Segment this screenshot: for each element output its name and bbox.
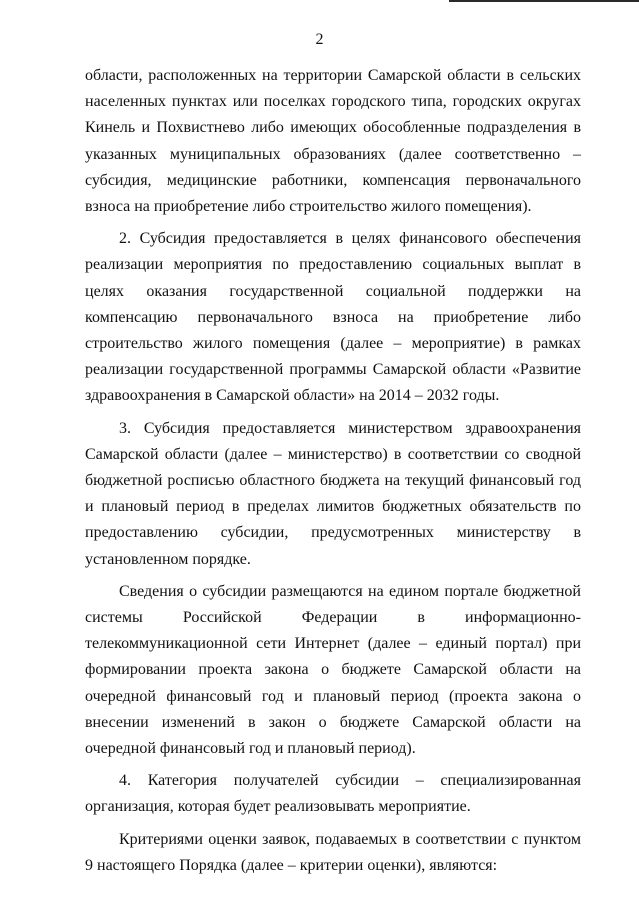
top-edge-line [449, 0, 639, 2]
document-body [85, 63, 581, 879]
paragraph-item-4: 4. Категория получателей субсидии – специализированная организация, которая будет реализовывать мероприятие. [85, 772, 581, 816]
page-number: 2 [315, 31, 324, 48]
paragraph-criteria: Критериями оценки заявок, подаваемых в соответствии с пунктом 9 настоящего Порядка (далее – критерии оценки), являются: [85, 830, 581, 874]
paragraph-continuation: области, расположенных на территории Самарской области в сельских населенных пунктах или поселках городского типа, городских округах Кинель и Похвистнево либо имеющих обособленные подразделения в указанных муниципальных образованиях (далее соответственно – субсидия, медицинские работники, компенсация первоначального взноса на приобретение либо строительство жилого помещения). [85, 67, 581, 216]
paragraph-item-2: 2. Субсидия предоставляется в целях финансового обеспечения реализации мероприятия по предоставлению социальных выплат в целях оказания государственной социальной поддержки на компенсацию первоначального взноса на приобретение либо строительство жилого помещения (далее – мероприятие) в рамках реализации государственной программы Самарской области «Развитие здравоохранения в Самарской области» на 2014 – 2032 годы. [85, 230, 581, 405]
paragraph-subsidy-info: Сведения о субсидии размещаются на едином портале бюджетной системы Российской Федерации в информационно-телекоммуникационной сети Интернет (далее – единый портал) при формировании проекта закона о бюджете Самарской области на очередной финансовый год и плановый период (проекта закона о внесении изменений в закон о бюджете Самарской области на очередной финансовый год и плановый период). [85, 582, 581, 758]
paragraph-item-3: 3. Субсидия предоставляется министерством здравоохранения Самарской области (далее – министерство) в соответствии со сводной бюджетной росписью областного бюджета на текущий финансовый год и плановый период в пределах лимитов бюджетных обязательств по предоставлению субсидии, предусмотренных министерству в установленном порядке. [85, 419, 581, 568]
